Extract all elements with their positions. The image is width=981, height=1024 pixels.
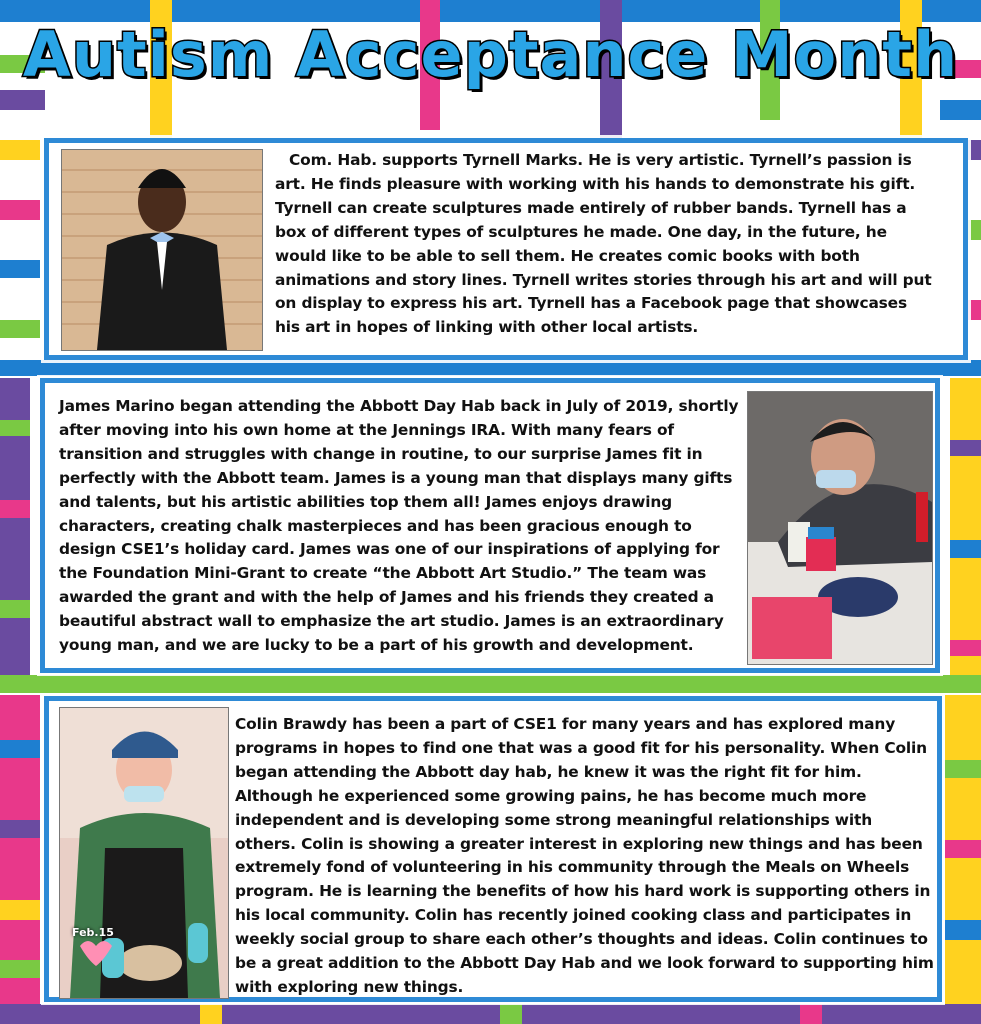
background-stripe — [950, 440, 981, 456]
background-stripe — [945, 760, 981, 778]
background-stripe — [0, 320, 40, 338]
background-stripe — [945, 695, 981, 1024]
background-stripe — [0, 360, 981, 376]
story-panel-colin — [44, 696, 942, 1002]
colin-story-text: Colin Brawdy has been a part of CSE1 for many years and has explored many programs in hopes to find one that was a good fit for his personality. When Colin began attending the Abbott day hab, he knew it was the right fit for him. Although he experienced some growing pains, he has become much more independent and is developing some strong meaningful relationships with others. Colin is showing a greater interest in exploring new things and has been extremely fond of volunteering in his community through the Meals on Wheels program. He is learning the benefits of how his hard work is supporting others in his local community. Colin has recently joined cooking class and participates in weekly social group to share each other’s thoughts and ideas. Colin continues to be a great addition to the Abbott Day Hab and we look forward to supporting him with exploring new things. — [235, 715, 934, 996]
background-stripe — [0, 960, 40, 978]
background-stripe — [940, 100, 981, 120]
background-stripe — [0, 500, 30, 518]
background-stripe — [0, 1004, 981, 1024]
james-story-text: James Marino began attending the Abbott Day Hab back in July of 2019, shortly after moving into his own home at the Jennings IRA. With many fears of transition and struggles with change in routine, to our surprise James fit in perfectly with the Abbott team. James is a young man that displays many gifts and talents, but his artistic abilities top them all! James enjoys drawing characters, creating chalk masterpieces and has been gracious enough to design CSE1’s holiday card. James was one of our inspirations of applying for the Foundation Mini-Grant to create “the Abbott Art Studio.” The team was awarded the grant and with the help of James and his friends they created a beautiful abstract wall to emphasize the art studio. James is an extraordinary young man, and we are lucky to be a part of his growth and development. — [59, 397, 739, 655]
background-stripe — [0, 740, 40, 758]
background-stripe — [945, 920, 981, 940]
background-stripe — [0, 820, 40, 838]
photo-sticker-date: Feb.15 — [72, 926, 114, 939]
background-stripe — [0, 260, 40, 278]
background-stripe — [500, 1004, 522, 1024]
background-stripe — [950, 640, 981, 656]
background-stripe — [0, 420, 30, 436]
story-panel-james — [40, 378, 940, 673]
background-stripe — [945, 840, 981, 858]
background-stripe — [950, 540, 981, 558]
colin-photo — [59, 707, 229, 999]
background-stripe — [800, 1004, 822, 1024]
background-stripe — [0, 200, 40, 220]
tyrnell-story-text: Com. Hab. supports Tyrnell Marks. He is very artistic. Tyrnell’s passion is art. He finds pleasure with working with his hands to demonstrate his gift. Tyrnell can create sculptures made entirely of rubber bands. Tyrnell has a box of different types of sculptures he made. One day, in the future, he would like to be able to sell them. He creates comic books with both animations and story lines. Tyrnell writes stories through his art and will put on display to express his art. Tyrnell has a Facebook page that showcases his art in hopes of linking with other local artists. — [275, 151, 932, 337]
background-stripe — [0, 140, 40, 160]
background-stripe — [0, 675, 981, 693]
james-photo — [747, 391, 933, 665]
background-stripe — [0, 900, 40, 920]
background-stripe — [0, 90, 45, 110]
background-stripe — [0, 600, 30, 618]
background-stripe — [950, 378, 981, 678]
tyrnell-photo — [61, 149, 263, 351]
page-title: Autism Acceptance Month — [22, 18, 959, 91]
background-stripe — [200, 1004, 222, 1024]
story-panel-tyrnell — [44, 138, 968, 360]
